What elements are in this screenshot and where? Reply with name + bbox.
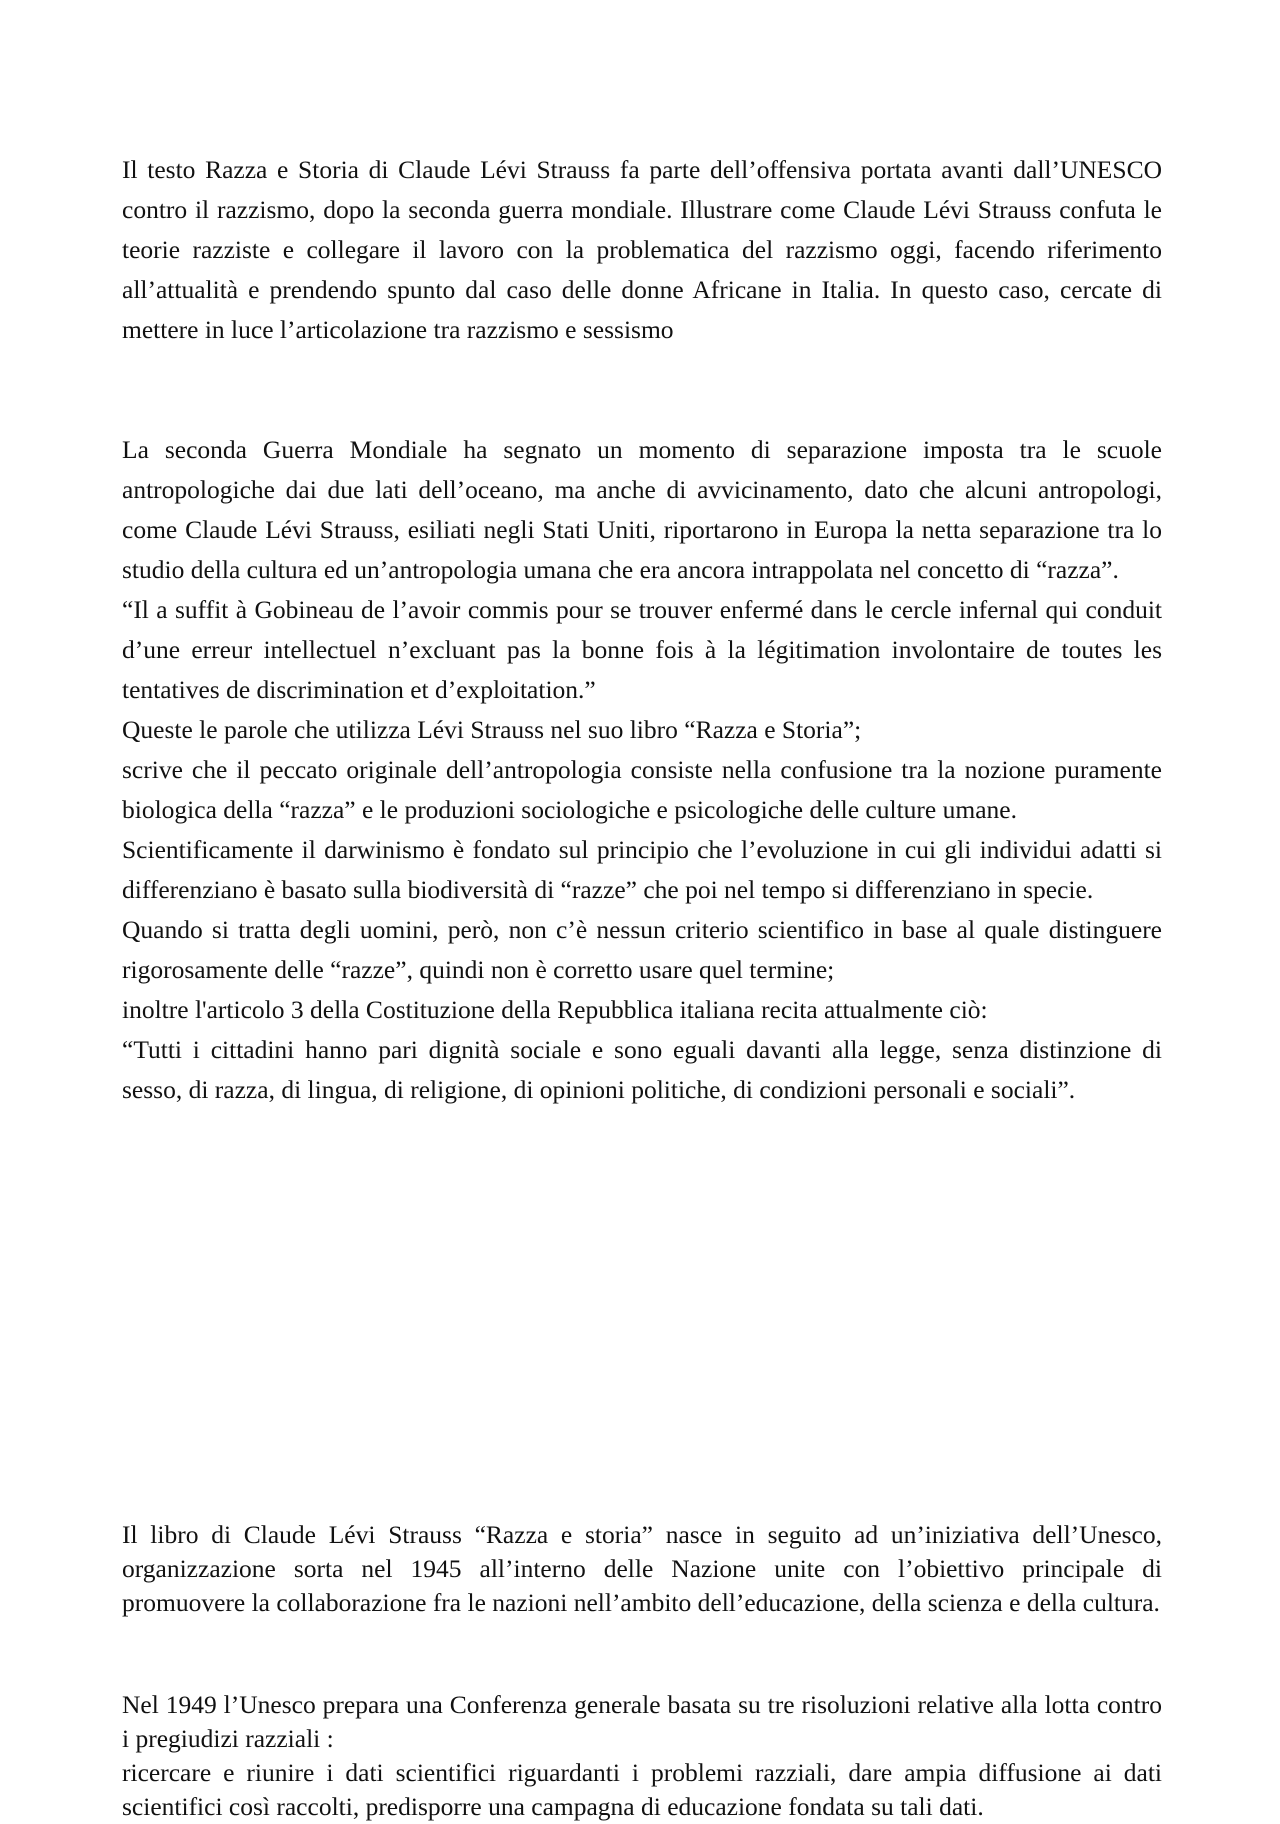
paragraph-gobineau-quote: “Il a suffit à Gobineau de l’avoir commis pour se trouver enfermé dans le cercle infernal qui conduit d’une erreur intellectuel n’excluant pas la bonne fois à la légitimation involontaire de toutes les tentatives de discrimination et d’exploitation.” <box>122 595 1162 704</box>
assignment-prompt: Il testo Razza e Storia di Claude Lévi Strauss fa parte dell’offensiva portata avanti dall’UNESCO contro il razzismo, dopo la seconda guerra mondiale. Illustrare come Claude Lévi Strauss confuta le teorie razziste e collegare il lavoro con la problematica del razzismo oggi, facendo riferimento all’attualità e prendendo spunto dal caso delle donne Africane in Italia. In questo caso, cercate di mettere in luce l’articolazione tra razzismo e sessismo <box>122 155 1162 344</box>
paragraph-resolutions: ricercare e riunire i dati scientifici riguardanti i problemi razziali, dare ampia diffusione ai dati scientifici così raccolti, predisporre una campagna di educazione fondata su tali dati. <box>122 1758 1162 1821</box>
paragraph-no-scientific-criterion: Quando si tratta degli uomini, però, non c’è nessun criterio scientifico in base al quale distinguere rigorosamente delle “razze”, quindi non è corretto usare quel termine; <box>122 915 1162 984</box>
paragraph-constitution-intro: inoltre l'articolo 3 della Costituzione della Repubblica italiana recita attualmente ciò: <box>122 995 988 1024</box>
main-text-block <box>122 430 1162 1110</box>
paragraph-constitution-quote: “Tutti i cittadini hanno pari dignità sociale e sono eguali davanti alla legge, senza distinzione di sesso, di razza, di lingua, di religione, di opinioni politiche, di condizioni personali e sociali”. <box>122 1035 1162 1104</box>
unesco-text-block <box>122 1518 1162 1824</box>
paragraph-unesco-intro: Il libro di Claude Lévi Strauss “Razza e storia” nasce in seguito ad un’iniziativa dell’Unesco, organizzazione sorta nel 1945 all’interno delle Nazione unite con l’obiettivo principale di promuovere la collaborazione fra le nazioni nell’ambito dell’educazione, della scienza e della cultura. <box>122 1520 1162 1617</box>
paragraph-darwinism: Scientificamente il darwinismo è fondato sul principio che l’evoluzione in cui gli individui adatti si differenziano è basato sulla biodiversità di “razze” che poi nel tempo si differenziano in specie. <box>122 835 1162 904</box>
paragraph-ww2-anthropology: La seconda Guerra Mondiale ha segnato un momento di separazione imposta tra le scuole antropologiche dai due lati dell’oceano, ma anche di avvicinamento, dato che alcuni antropologi, come Claude Lévi Strauss, esiliati negli Stati Uniti, riportarono in Europa la netta separazione tra lo studio della cultura ed un’antropologia umana che era ancora intrappolata nel concetto di “razza”. <box>122 435 1162 584</box>
assignment-prompt-block <box>122 150 1162 350</box>
paragraph-conference: Nel 1949 l’Unesco prepara una Conferenza generale basata su tre risoluzioni relative alla lotta contro i pregiudizi razziali : <box>122 1690 1162 1753</box>
paragraph-original-sin: scrive che il peccato originale dell’antropologia consiste nella confusione tra la nozione puramente biologica della “razza” e le produzioni sociologiche e psicologiche delle culture umane. <box>122 755 1162 824</box>
paragraph-levi-strauss-words: Queste le parole che utilizza Lévi Strauss nel suo libro “Razza e Storia”; <box>122 715 862 744</box>
